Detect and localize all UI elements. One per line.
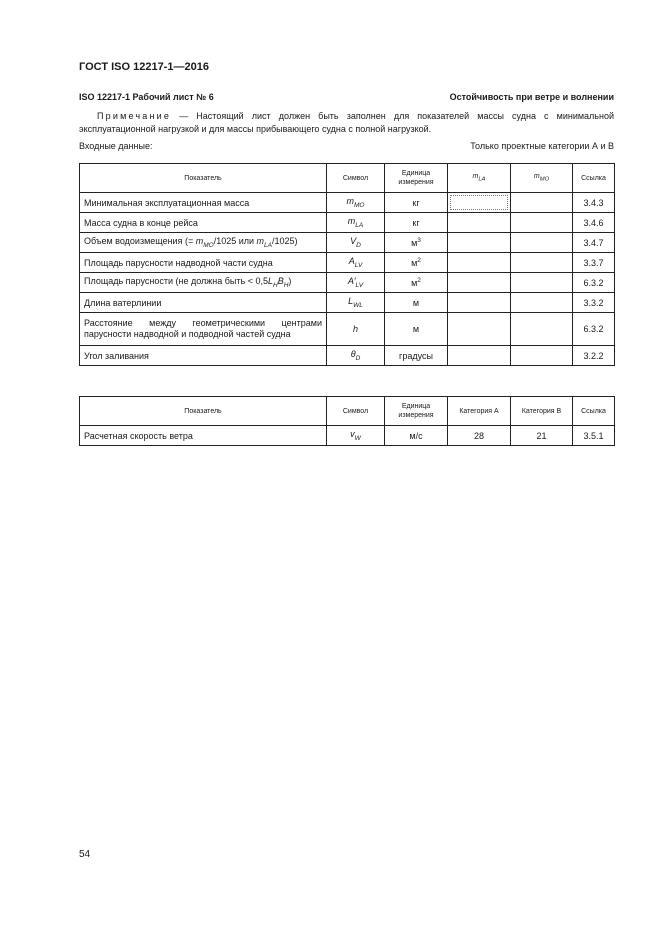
header-unit [385, 164, 448, 193]
input-parameters-table [79, 163, 615, 366]
row-name [80, 273, 327, 293]
table-row [80, 253, 615, 273]
symbol-sub: LV [354, 261, 363, 269]
name-part: /1025) [271, 236, 298, 247]
value-input-m-la[interactable] [448, 233, 511, 253]
name-symbol-sub: H [272, 281, 278, 289]
header-symbol: Символ [327, 164, 385, 193]
row-symbol [327, 313, 385, 346]
unit-base: м [411, 278, 418, 288]
worksheet-subject: Остойчивость при ветре и волнении [449, 92, 614, 102]
note-text: — Настоящий лист должен быть заполнен для показателей массы судна с минимальной эксплуатационной нагрузкой и для массы прибывающего судна с полной нагрузкой. [79, 111, 614, 134]
row-symbol [327, 253, 385, 273]
row-unit: м [385, 313, 448, 346]
name-part: Объем водоизмещения (= [84, 236, 196, 247]
document-code: ГОСТ ISO 12217-1—2016 [79, 61, 209, 73]
value-input-m-la[interactable] [448, 193, 511, 213]
table-row [80, 313, 615, 346]
row-ref: 6.3.2 [573, 313, 615, 346]
row-ref: 3.4.6 [573, 213, 615, 233]
header-m-mo-base: m [533, 172, 540, 180]
name-symbol-sub: LA [264, 241, 272, 249]
table-row [80, 426, 615, 446]
row-name: Длина ватерлинии [80, 293, 327, 313]
symbol-base: v [350, 429, 355, 440]
unit-sup: 2 [417, 277, 421, 284]
table-header-row [80, 397, 615, 426]
symbol-sub: W [354, 434, 361, 442]
value-input-m-mo[interactable] [511, 346, 573, 366]
row-symbol [327, 233, 385, 253]
row-category-b-value: 21 [511, 426, 573, 446]
header-ref: Ссылка [573, 164, 615, 193]
symbol-sub: WL [353, 301, 363, 309]
row-symbol [327, 426, 385, 446]
header-parameter: Показатель [80, 397, 327, 426]
name-symbol: m [256, 236, 265, 247]
name-symbol-sub: MO [203, 241, 214, 249]
symbol-base: L [348, 296, 354, 307]
row-unit [385, 273, 448, 293]
row-name: Угол заливания [80, 346, 327, 366]
note-paragraph [79, 110, 614, 136]
table-header-row [80, 164, 615, 193]
row-ref: 3.4.7 [573, 233, 615, 253]
value-input-m-la[interactable] [448, 346, 511, 366]
row-symbol [327, 213, 385, 233]
row-name: Расстояние между геометрическими центрами парусности надводной и подводной частей судна [80, 313, 327, 346]
symbol-sub: MO [354, 201, 365, 209]
symbol-base: A′ [347, 276, 356, 287]
symbol-sub: LV [355, 281, 364, 289]
unit-base: м [411, 258, 418, 268]
header-unit-line2: измерения [398, 179, 434, 186]
header-parameter: Показатель [80, 164, 327, 193]
header-m-mo-sub: MO [539, 176, 550, 183]
row-name: Площадь парусности надводной части судна [80, 253, 327, 273]
header-category-a: Категория А [448, 397, 511, 426]
row-symbol [327, 346, 385, 366]
value-input-m-mo[interactable] [511, 293, 573, 313]
symbol-sub: D [355, 354, 361, 362]
row-ref: 6.3.2 [573, 273, 615, 293]
value-input-m-la[interactable] [448, 213, 511, 233]
input-data-label: Входные данные: [79, 141, 153, 151]
table-row [80, 193, 615, 213]
header-symbol: Символ [327, 397, 385, 426]
value-input-m-la[interactable] [448, 293, 511, 313]
table-row [80, 213, 615, 233]
note-label: Примечание [97, 111, 172, 121]
header-m-la [448, 164, 511, 193]
header-m-la-sub: LA [478, 176, 486, 183]
symbol-sub: LA [355, 221, 364, 229]
header-unit-line1: Единица [401, 403, 431, 410]
value-input-m-mo[interactable] [511, 193, 573, 213]
symbol-base: θ [350, 349, 356, 360]
symbol-base: m [347, 216, 356, 227]
value-input-m-mo[interactable] [511, 213, 573, 233]
row-unit: кг [385, 193, 448, 213]
name-part: /1025 или [213, 236, 257, 247]
row-ref: 3.4.3 [573, 193, 615, 213]
row-unit: градусы [385, 346, 448, 366]
row-ref: 3.3.2 [573, 293, 615, 313]
row-symbol [327, 273, 385, 293]
table-row [80, 346, 615, 366]
symbol-sub: D [356, 241, 361, 249]
table-row [80, 273, 615, 293]
value-input-m-la[interactable] [448, 313, 511, 346]
row-name [80, 233, 327, 253]
row-symbol [327, 293, 385, 313]
row-unit [385, 233, 448, 253]
name-symbol: B [277, 276, 284, 287]
value-input-m-mo[interactable] [511, 233, 573, 253]
row-category-a-value: 28 [448, 426, 511, 446]
row-symbol [327, 193, 385, 213]
row-unit: кг [385, 213, 448, 233]
name-symbol: L [267, 276, 273, 287]
row-name: Масса судна в конце рейса [80, 213, 327, 233]
row-unit: м [385, 293, 448, 313]
unit-base: м [411, 238, 418, 248]
blank-entry-box[interactable] [450, 195, 508, 210]
row-unit [385, 253, 448, 273]
header-unit-line2: измерения [398, 412, 434, 419]
symbol-base: V [350, 236, 357, 247]
value-input-m-mo[interactable] [511, 273, 573, 293]
row-name: Минимальная эксплуатационная масса [80, 193, 327, 213]
header-ref: Ссылка [573, 397, 615, 426]
row-ref: 3.2.2 [573, 346, 615, 366]
table-row [80, 293, 615, 313]
unit-sup: 3 [417, 237, 421, 244]
header-category-b: Категория В [511, 397, 573, 426]
table-row [80, 233, 615, 253]
symbol-base: A [348, 256, 355, 267]
value-input-m-la[interactable] [448, 273, 511, 293]
name-part: Площадь парусности (не должна быть < 0,5 [84, 276, 268, 287]
page-number: 54 [79, 849, 91, 860]
row-ref: 3.5.1 [573, 426, 615, 446]
name-part: ) [288, 276, 292, 287]
row-ref: 3.3.7 [573, 253, 615, 273]
row-unit: м/с [385, 426, 448, 446]
symbol-base: m [346, 196, 354, 207]
worksheet-title: ISO 12217-1 Рабочий лист № 6 [79, 92, 214, 102]
value-input-m-la[interactable] [448, 253, 511, 273]
symbol-base: h [352, 323, 358, 334]
header-m-la-base: m [472, 172, 479, 180]
categories-note: Только проектные категории А и В [470, 141, 614, 151]
wind-speed-table [79, 396, 615, 446]
value-input-m-mo[interactable] [511, 253, 573, 273]
name-symbol: m [195, 236, 204, 247]
header-m-mo [511, 164, 573, 193]
name-symbol-sub: H [283, 281, 289, 289]
value-input-m-mo[interactable] [511, 313, 573, 346]
row-name: Расчетная скорость ветра [80, 426, 327, 446]
unit-sup: 2 [417, 257, 421, 264]
header-unit-line1: Единица [401, 170, 431, 177]
header-unit [385, 397, 448, 426]
